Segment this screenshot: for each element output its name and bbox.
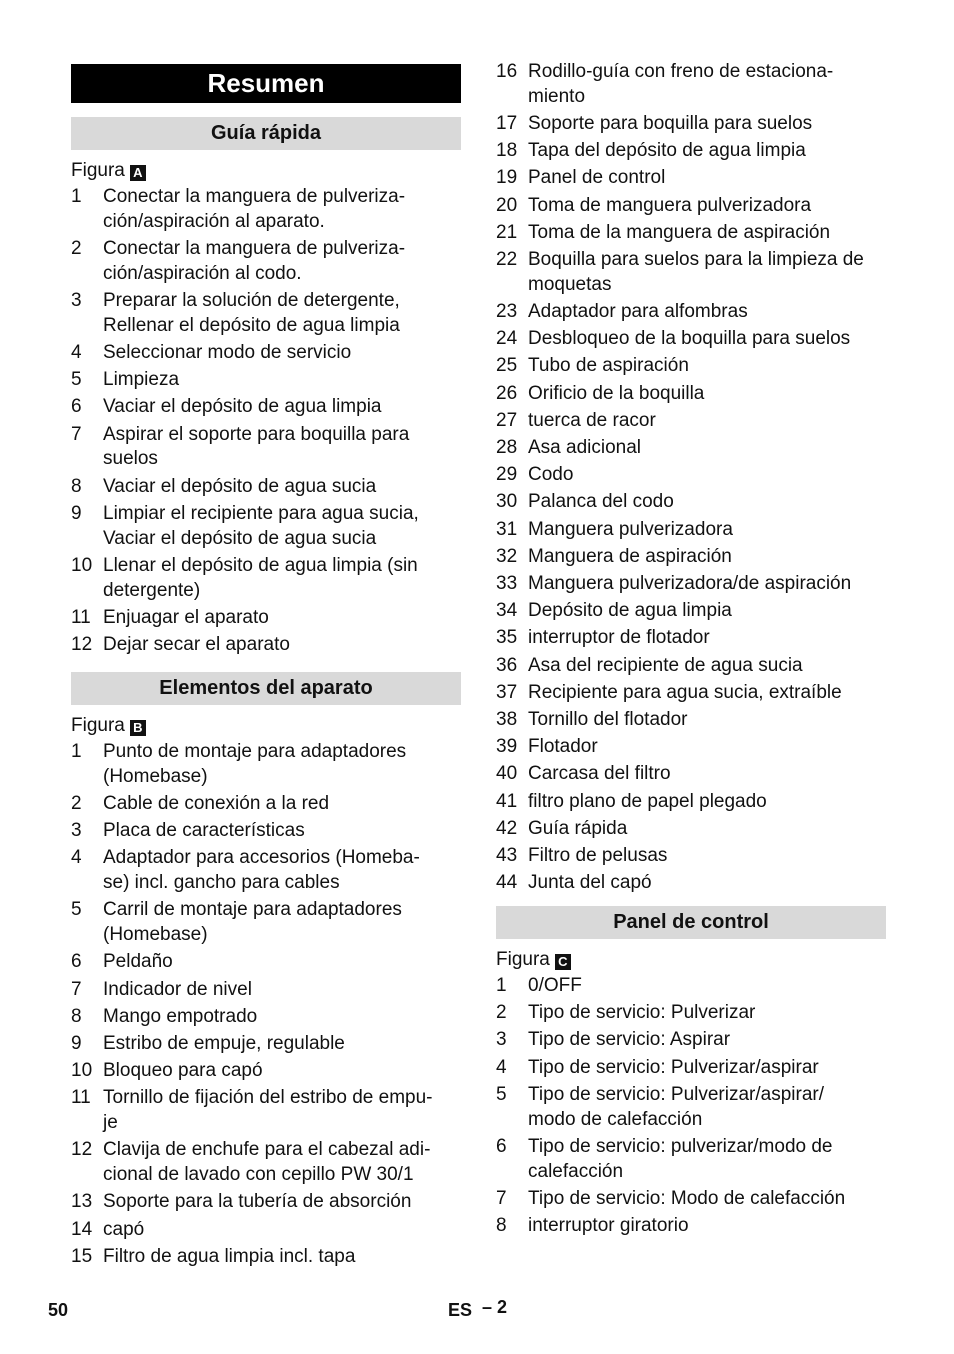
item-number: 24	[496, 328, 518, 350]
item-number: 2	[71, 238, 82, 259]
item-number: 6	[496, 1135, 507, 1157]
item-text: Enjuagar el aparato	[103, 606, 269, 628]
list-item	[496, 789, 886, 814]
list-item	[496, 973, 886, 998]
item-text: Recipiente para agua sucia, extraíble	[528, 681, 842, 703]
item-text: Rodillo-guía con freno de estaciona-	[528, 61, 834, 82]
list-item	[71, 1244, 461, 1269]
item-text: Tornillo de fijación del estribo de empu-	[103, 1087, 433, 1109]
list-item	[71, 1058, 461, 1083]
list-item	[496, 193, 886, 218]
item-text: Junta del capó	[528, 872, 652, 894]
list-item	[71, 1137, 461, 1187]
item-text: Tipo de servicio: Pulverizar	[528, 1002, 756, 1024]
list-item	[71, 791, 461, 816]
item-number: 4	[71, 847, 82, 869]
list-item	[71, 501, 461, 551]
list-item	[71, 553, 461, 603]
list-item	[496, 138, 886, 163]
item-number: 37	[496, 681, 518, 703]
item-number: 15	[71, 1245, 93, 1267]
list-item	[496, 843, 886, 868]
item-number: 5	[71, 899, 82, 921]
list-item	[71, 367, 461, 392]
list-item	[71, 1189, 461, 1214]
item-text: Tipo de servicio: Modo de calefacción	[528, 1187, 846, 1209]
list-item	[71, 288, 461, 338]
item-number: 39	[496, 736, 518, 758]
item-number: 30	[496, 491, 518, 513]
list-item	[496, 517, 886, 542]
item-number: 42	[496, 817, 518, 839]
item-text: Carcasa del filtro	[528, 763, 671, 785]
list-item	[71, 1217, 461, 1242]
list-item	[71, 184, 461, 234]
item-number: 43	[496, 845, 518, 866]
item-number: 25	[496, 355, 518, 377]
item-number: 36	[496, 654, 518, 676]
list-item	[71, 977, 461, 1002]
section-heading-quick-guide: Guía rápida	[71, 117, 461, 150]
item-number: 33	[496, 573, 518, 594]
item-number: 5	[496, 1083, 507, 1105]
list-item	[71, 739, 461, 789]
item-text: Tipo de servicio: Pulverizar/aspirar/	[528, 1083, 825, 1105]
list-item	[71, 474, 461, 499]
item-text: 0/OFF	[528, 975, 582, 996]
item-text: calefacción	[528, 1160, 624, 1182]
list-item	[496, 462, 886, 487]
item-number: 26	[496, 382, 518, 404]
item-number: 27	[496, 409, 518, 431]
list-item	[496, 299, 886, 324]
item-number: 23	[496, 301, 518, 322]
item-number: 7	[71, 978, 82, 1000]
item-text: tuerca de racor	[528, 409, 656, 431]
section-heading-control-panel: Panel de control	[496, 906, 886, 939]
list-item	[71, 632, 461, 657]
item-text: Manguera de aspiración	[528, 545, 732, 567]
item-text: filtro plano de papel plegado	[528, 790, 767, 812]
item-number: 5	[71, 369, 82, 391]
list-item	[496, 381, 886, 406]
item-number: 12	[71, 1139, 93, 1161]
item-text: Orificio de la boquilla	[528, 382, 705, 404]
item-text: Seleccionar modo de servicio	[103, 342, 352, 363]
item-text: modo de calefacción	[528, 1108, 703, 1130]
list-item	[496, 680, 886, 705]
list-item	[496, 707, 886, 732]
item-text: capó	[103, 1218, 145, 1240]
item-number: 38	[496, 709, 518, 730]
list-item	[496, 1186, 886, 1211]
list-item	[71, 605, 461, 630]
item-text: Tapa del depósito de agua limpia	[528, 140, 806, 162]
list-item	[71, 394, 461, 419]
item-number: 4	[71, 342, 82, 363]
item-text: Manguera pulverizadora	[528, 518, 733, 540]
item-number: 12	[71, 634, 93, 655]
item-number: 3	[496, 1029, 507, 1051]
item-number: 17	[496, 113, 518, 134]
figure-label: Figura	[71, 160, 125, 181]
list-item	[496, 870, 886, 895]
item-number: 8	[71, 475, 82, 497]
item-number: 9	[71, 1033, 82, 1054]
item-text: Indicador de nivel	[103, 978, 252, 1000]
item-text: ción/aspiración al aparato.	[103, 210, 325, 232]
item-text: detergente)	[103, 579, 201, 601]
list-item	[496, 1082, 886, 1132]
item-text: Tipo de servicio: Pulverizar/aspirar	[528, 1056, 819, 1078]
figure-letter-badge: A	[130, 165, 146, 181]
item-text: Boquilla para suelos para la limpieza de	[528, 249, 864, 270]
list-item	[71, 1004, 461, 1029]
list-item	[71, 422, 461, 472]
item-text: Guía rápida	[528, 817, 628, 839]
list-item	[496, 111, 886, 136]
list-item	[496, 165, 886, 190]
item-text: je	[103, 1112, 118, 1134]
page-number: 50	[48, 1300, 69, 1320]
item-number: 1	[71, 186, 82, 207]
list-item	[71, 1031, 461, 1056]
figure-reference-a	[71, 159, 146, 183]
item-text: interruptor de flotador	[528, 627, 710, 649]
page-title: Resumen	[71, 64, 461, 103]
item-text: miento	[528, 85, 586, 107]
item-number: 6	[71, 951, 82, 973]
item-text: interruptor giratorio	[528, 1215, 689, 1236]
item-number: 8	[71, 1005, 82, 1027]
item-text: ción/aspiración al codo.	[103, 262, 302, 284]
list-item	[496, 544, 886, 569]
list-item	[496, 598, 886, 623]
item-number: 28	[496, 437, 518, 458]
item-text: Peldaño	[103, 951, 173, 973]
item-number: 3	[71, 820, 82, 842]
item-text: Codo	[528, 464, 574, 486]
item-text: Placa de características	[103, 820, 305, 842]
list-item	[496, 220, 886, 245]
list-item	[496, 1134, 886, 1184]
item-number: 34	[496, 600, 518, 622]
item-text: Aspirar el soporte para boquilla para	[103, 423, 410, 445]
item-text: Asa adicional	[528, 437, 642, 458]
item-number: 32	[496, 545, 518, 567]
item-number: 7	[496, 1187, 507, 1209]
list-item	[496, 489, 886, 514]
item-text: suelos	[103, 448, 158, 470]
list-item	[71, 340, 461, 365]
item-text: se) incl. gancho para cables	[103, 872, 340, 894]
item-text: Llenar el depósito de agua limpia (sin	[103, 554, 418, 576]
item-text: Bloqueo para capó	[103, 1060, 263, 1082]
item-text: Cable de conexión a la red	[103, 793, 330, 814]
item-number: 44	[496, 872, 518, 894]
item-number: 9	[71, 502, 82, 524]
item-text: Soporte para boquilla para suelos	[528, 113, 813, 134]
figure-reference-c	[496, 948, 571, 972]
item-text: cional de lavado con cepillo PW 30/1	[103, 1164, 414, 1186]
item-text: Toma de manguera pulverizadora	[528, 194, 812, 216]
list-item	[496, 761, 886, 786]
list-item	[496, 353, 886, 378]
item-number: 35	[496, 627, 518, 649]
item-number: 3	[71, 290, 82, 311]
list-item	[71, 949, 461, 974]
item-text: Adaptador para alfombras	[528, 301, 748, 322]
item-number: 4	[496, 1056, 507, 1078]
list-item	[496, 1000, 886, 1025]
item-text: Adaptador para accesorios (Homeba-	[103, 847, 420, 869]
item-text: Panel de control	[528, 167, 666, 189]
list-item	[71, 236, 461, 286]
item-number: 40	[496, 763, 518, 785]
item-number: 11	[71, 606, 91, 628]
figure-label: Figura	[496, 949, 550, 970]
list-item	[496, 1055, 886, 1080]
list-item	[496, 59, 886, 109]
item-text: Palanca del codo	[528, 491, 674, 513]
item-text: Filtro de pelusas	[528, 845, 668, 866]
item-number: 31	[496, 518, 518, 540]
list-item	[496, 1027, 886, 1052]
language-code: ES	[448, 1300, 473, 1320]
section-page-number: – 2	[482, 1297, 508, 1317]
item-number: 41	[496, 790, 518, 812]
item-text: Tubo de aspiración	[528, 355, 689, 377]
item-text: Mango empotrado	[103, 1005, 258, 1027]
item-number: 20	[496, 194, 518, 216]
item-text: Conectar la manguera de pulveriza-	[103, 186, 406, 207]
list-item	[496, 326, 886, 351]
item-text: (Homebase)	[103, 924, 208, 946]
list-item	[496, 1213, 886, 1238]
item-number: 2	[71, 793, 82, 814]
list-item	[496, 247, 886, 297]
list-item	[71, 897, 461, 947]
item-number: 10	[71, 1060, 93, 1082]
item-number: 6	[71, 396, 82, 418]
item-number: 29	[496, 464, 518, 486]
item-number: 21	[496, 221, 518, 243]
item-text: Toma de la manguera de aspiración	[528, 221, 831, 243]
item-text: Tipo de servicio: pulverizar/modo de	[528, 1135, 833, 1157]
item-text: Carril de montaje para adaptadores	[103, 899, 402, 921]
item-text: Preparar la solución de detergente,	[103, 290, 400, 311]
item-number: 13	[71, 1191, 93, 1213]
list-item	[496, 816, 886, 841]
item-text: Rellenar el depósito de agua limpia	[103, 314, 400, 336]
item-number: 18	[496, 140, 518, 162]
item-text: Filtro de agua limpia incl. tapa	[103, 1245, 356, 1267]
item-text: Conectar la manguera de pulveriza-	[103, 238, 406, 259]
item-number: 22	[496, 249, 518, 270]
figure-label: Figura	[71, 715, 125, 736]
item-text: Punto de montaje para adaptadores	[103, 741, 407, 762]
list-item	[496, 408, 886, 433]
item-text: (Homebase)	[103, 765, 208, 787]
item-number: 2	[496, 1002, 507, 1024]
item-text: Limpiar el recipiente para agua sucia,	[103, 502, 419, 524]
list-item	[71, 818, 461, 843]
section-heading-device-elements: Elementos del aparato	[71, 672, 461, 705]
item-text: Depósito de agua limpia	[528, 600, 732, 622]
item-number: 7	[71, 423, 82, 445]
list-item	[496, 435, 886, 460]
item-text: Vaciar el depósito de agua sucia	[103, 475, 377, 497]
item-text: Flotador	[528, 736, 598, 758]
item-text: Tipo de servicio: Aspirar	[528, 1029, 731, 1051]
item-text: moquetas	[528, 273, 612, 295]
list-item	[71, 1085, 461, 1135]
item-number: 10	[71, 554, 93, 576]
list-item	[496, 734, 886, 759]
item-text: Soporte para la tubería de absorción	[103, 1191, 412, 1213]
item-number: 14	[71, 1218, 93, 1240]
item-text: Manguera pulverizadora/de aspiración	[528, 573, 852, 594]
item-text: Vaciar el depósito de agua sucia	[103, 527, 377, 549]
item-text: Estribo de empuje, regulable	[103, 1033, 345, 1054]
item-number: 11	[71, 1087, 91, 1109]
item-number: 1	[71, 741, 82, 762]
item-text: Dejar secar el aparato	[103, 634, 290, 655]
list-item	[496, 625, 886, 650]
item-number: 1	[496, 975, 507, 996]
list-item	[71, 845, 461, 895]
item-text: Desbloqueo de la boquilla para suelos	[528, 328, 851, 350]
figure-letter-badge: B	[130, 720, 146, 736]
item-text: Limpieza	[103, 369, 180, 391]
item-text: Vaciar el depósito de agua limpia	[103, 396, 382, 418]
item-number: 8	[496, 1215, 507, 1236]
figure-letter-badge: C	[555, 954, 571, 970]
figure-reference-b	[71, 714, 146, 738]
item-text: Clavija de enchufe para el cabezal adi-	[103, 1139, 431, 1161]
item-text: Tornillo del flotador	[528, 709, 688, 730]
item-text: Asa del recipiente de agua sucia	[528, 654, 803, 676]
item-number: 19	[496, 167, 518, 189]
item-number: 16	[496, 61, 518, 82]
list-item	[496, 653, 886, 678]
list-item	[496, 571, 886, 596]
